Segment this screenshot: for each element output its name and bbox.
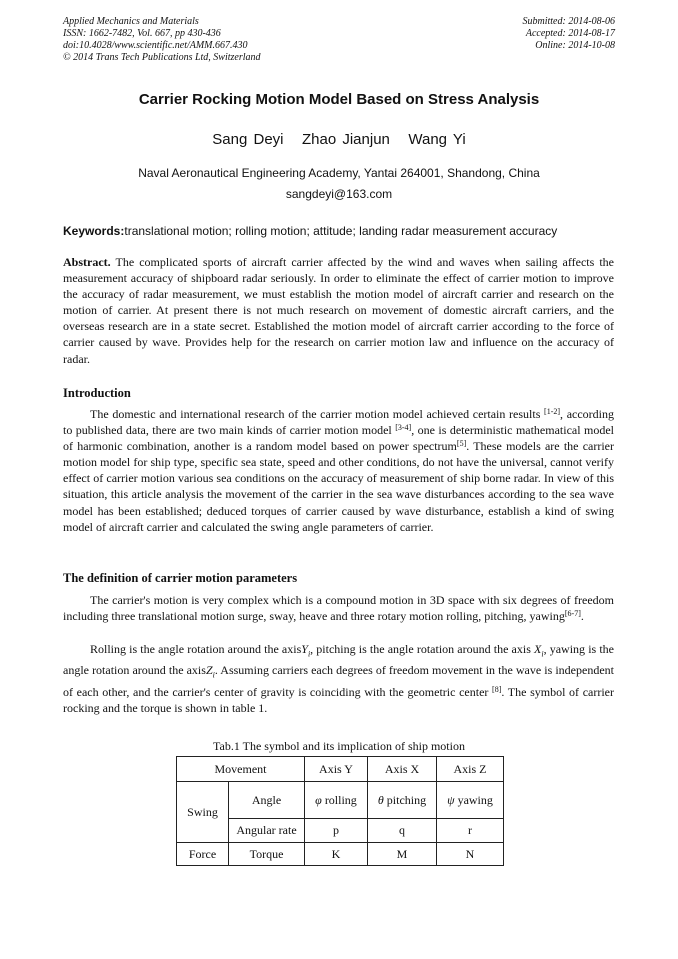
angle-cell: Angle	[229, 782, 305, 819]
subscript-i: i	[307, 649, 311, 659]
introduction-heading: Introduction	[63, 386, 131, 400]
table-row-angle	[177, 782, 504, 819]
definition-paragraph-2	[63, 641, 614, 716]
table-caption: Tab.1 The symbol and its implication of ship motion	[213, 739, 465, 753]
dates-info	[523, 16, 616, 52]
intro-text-4: . These models are the carrier motion model for ship type, specific sea state, speed and other conditions, do not have the universal, cannot verify effect of carrier motion various sea conditions on the accuracy of measurement of ship borne radar. In view of this situation, this article analysis the movement of the carrier in the sea wave disturbances according to the sea wave model has been established; deduced torques of carrier caused by wave disturbance, establish a kind of swing model of aircraft carrier and calculated the swing angle parameters of carrier.	[63, 439, 615, 534]
rate-r-cell: r	[437, 819, 504, 843]
definition-heading: The definition of carrier motion parameters	[63, 571, 298, 585]
intro-text-3: , one is deterministic mathematical model of harmonic combination, another is a random model based on power spectrum	[63, 423, 615, 454]
table-header-row	[177, 757, 504, 782]
theta-symbol: θ	[377, 792, 384, 807]
keywords	[63, 224, 557, 238]
header-axis-y: Axis Y	[305, 757, 368, 782]
definition-paragraph-1	[63, 592, 614, 624]
pitching-cell	[368, 782, 437, 819]
keywords-text: translational motion; rolling motion; attitude; landing radar measurement accuracy	[124, 224, 558, 238]
phi-symbol: φ	[315, 792, 322, 807]
definition-text-2a: Rolling is the angle rotation around the axis	[90, 642, 302, 656]
axis-x-symbol: X	[534, 642, 542, 656]
citation-ref: [3-4]	[395, 423, 412, 433]
journal-info	[63, 16, 261, 64]
citation-ref: [8]	[492, 684, 502, 694]
online-date: Online: 2014-10-08	[535, 40, 615, 51]
rolling-label: rolling	[321, 792, 357, 807]
abstract-text: The complicated sports of aircraft carrier affected by the wind and waves when sailing affects the measurement accuracy of shipboard radar seriously. In order to eliminate the effect of carrier motion to improve the accuracy of radar measurement, we must establish the motion model of aircraft carrier and research on the motion of carrier. At present there is not much research on movement of domestic aircraft carriers, and the overseas research are in a state secret. Established the motion model of aircraft carrier according to the force of carrier caused by wave. Provides help for the research on carrier motion law and influence on the accuracy of radar.	[63, 255, 614, 366]
motion-symbol-table	[176, 756, 504, 866]
axis-y-symbol: Y	[301, 642, 308, 656]
psi-symbol: ψ	[447, 792, 455, 807]
abstract	[63, 254, 614, 367]
force-cell: Force	[177, 843, 229, 866]
axis-z-symbol: Z	[205, 663, 213, 678]
authors: Sang Deyi Zhao Jianjun Wang Yi	[212, 131, 466, 148]
definition-text-2d: . Assuming carriers each degrees of freedom movement in the wave is independent of each other, and the carrier's center of gravity is coinciding with the geometric center	[63, 663, 614, 699]
definition-text-1-end: .	[580, 609, 584, 624]
rolling-cell	[305, 782, 368, 819]
citation-ref: [5]	[456, 439, 467, 449]
paper-title: Carrier Rocking Motion Model Based on Stress Analysis	[138, 91, 540, 108]
introduction-paragraph	[63, 406, 614, 535]
email[interactable]: sangdeyi@163.com	[285, 187, 393, 201]
keywords-label: Keywords:	[63, 224, 125, 238]
definition-text-2c: , yawing is the angle rotation around the axis	[63, 642, 614, 678]
abstract-label: Abstract.	[63, 255, 111, 269]
header-axis-x: Axis X	[368, 757, 437, 782]
torque-n-cell: N	[437, 843, 504, 866]
subscript-i: i	[212, 670, 215, 680]
definition-text-2b: , pitching is the angle rotation around the axis	[310, 642, 535, 656]
header-movement: Movement	[177, 757, 305, 782]
yawing-label: yawing	[454, 792, 493, 807]
yawing-cell	[437, 782, 504, 819]
rate-p-cell: p	[305, 819, 368, 843]
table-row-force	[177, 843, 504, 866]
citation-ref: [1-2]	[544, 407, 561, 416]
citation-ref: [6-7]	[564, 609, 581, 619]
intro-text-1: The domestic and international research of the carrier motion model achieved certain results	[90, 407, 545, 421]
definition-text-1: The carrier's motion is very complex which is a compound motion in 3D space with six degrees of freedom including three translational motion surge, sway, heave and three rotary motion rolling, pitching, yawing	[63, 593, 614, 624]
accepted-date: Accepted: 2014-08-17	[525, 28, 615, 39]
copyright-line: © 2014 Trans Tech Publications Ltd, Switzerland	[63, 52, 261, 63]
torque-cell: Torque	[229, 843, 305, 866]
doi-line: doi:10.4028/www.scientific.net/AMM.667.430	[63, 40, 248, 51]
rate-q-cell: q	[368, 819, 437, 843]
journal-name: Applied Mechanics and Materials	[63, 16, 199, 27]
definition-text-2e: . The symbol of carrier rocking and the torque is shown in table 1.	[63, 684, 614, 716]
header-axis-z: Axis Z	[437, 757, 504, 782]
subscript-i: i	[541, 649, 544, 659]
affiliation: Naval Aeronautical Engineering Academy, Yantai 264001, Shandong, China	[138, 166, 540, 180]
torque-k-cell: K	[305, 843, 368, 866]
angular-rate-cell: Angular rate	[229, 819, 305, 843]
issn-line: ISSN: 1662-7482, Vol. 667, pp 430-436	[63, 28, 221, 39]
submitted-date: Submitted: 2014-08-06	[522, 16, 615, 27]
pitching-label: pitching	[383, 792, 427, 807]
torque-m-cell: M	[368, 843, 437, 866]
swing-cell: Swing	[177, 782, 229, 843]
intro-text-2: , according to published data, there are two main kinds of carrier motion model	[63, 407, 614, 438]
